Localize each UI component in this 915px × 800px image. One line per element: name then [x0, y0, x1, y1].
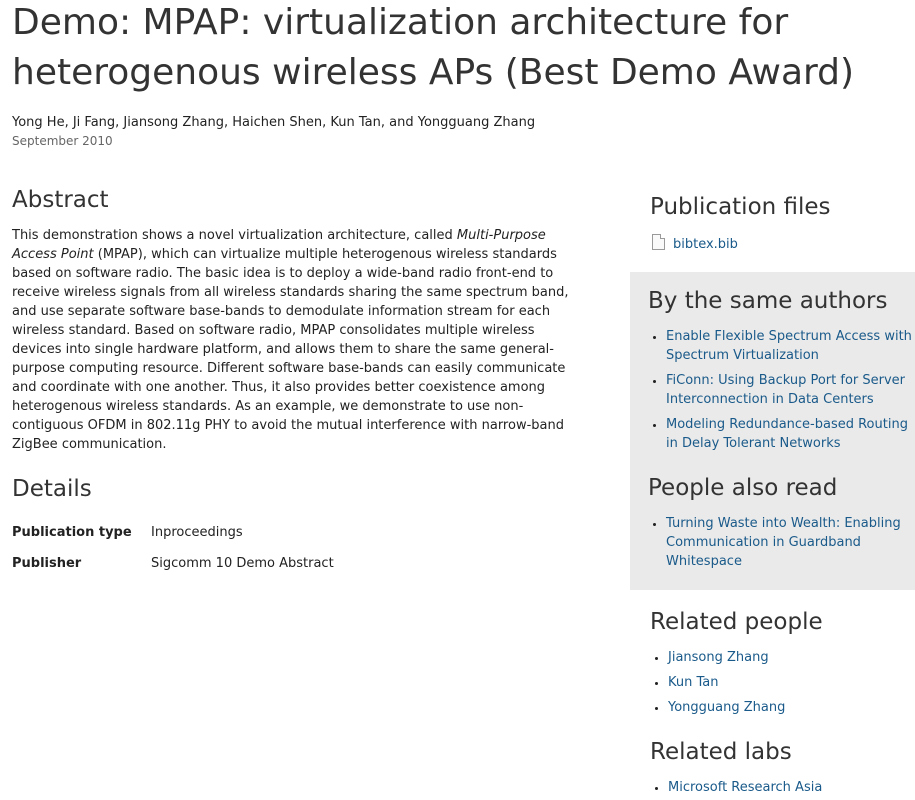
abstract-heading: Abstract: [12, 187, 109, 213]
related-people-list: [650, 648, 908, 717]
related-person-link[interactable]: Yongguang Zhang: [668, 700, 786, 715]
abstract-text: [12, 226, 578, 454]
also-read-heading: People also read: [648, 475, 838, 501]
list-item: [666, 327, 915, 365]
list-item: [666, 415, 915, 453]
details-value: Inproceedings: [151, 525, 243, 540]
bibtex-file-link[interactable]: bibtex.bib: [673, 237, 738, 252]
details-row-publication-type: [12, 517, 334, 548]
abstract-emphasis: Multi-Purpose Access Point: [12, 228, 546, 262]
also-read-list: [648, 514, 915, 571]
also-read-link[interactable]: Turning Waste into Wealth: Enabling Communication in Guardband Whitespace: [666, 516, 901, 569]
document-icon: [652, 234, 665, 250]
related-labs-heading: Related labs: [650, 739, 792, 765]
details-key: Publisher: [12, 556, 82, 571]
publication-file-row: [652, 234, 738, 254]
publication-date: September 2010: [12, 134, 113, 148]
related-labs-list: [650, 778, 908, 797]
related-person-link[interactable]: Jiansong Zhang: [668, 650, 769, 665]
details-key: Publication type: [12, 525, 132, 540]
abstract-text-before: This demonstration shows a novel virtualization architecture, called: [12, 228, 457, 243]
same-authors-link[interactable]: Enable Flexible Spectrum Access with Spectrum Virtualization: [666, 329, 912, 363]
list-item: [666, 371, 915, 409]
list-item: [668, 673, 908, 692]
details-value: Sigcomm 10 Demo Abstract: [151, 556, 334, 571]
related-people-heading: Related people: [650, 609, 823, 635]
related-lab-link[interactable]: Microsoft Research Asia: [668, 780, 823, 795]
details-heading: Details: [12, 476, 92, 502]
list-item: [666, 514, 915, 571]
same-authors-heading: By the same authors: [648, 288, 888, 314]
details-table: [12, 517, 334, 579]
list-item: [668, 698, 908, 717]
same-authors-link[interactable]: FiConn: Using Backup Port for Server Interconnection in Data Centers: [666, 373, 906, 407]
details-row-publisher: [12, 548, 334, 579]
same-authors-list: [648, 327, 915, 453]
author-list: Yong He, Ji Fang, Jiansong Zhang, Haichen Shen, Kun Tan, and Yongguang Zhang: [12, 115, 536, 130]
same-authors-link[interactable]: Modeling Redundance-based Routing in Delay Tolerant Networks: [666, 417, 908, 451]
list-item: [668, 648, 908, 667]
list-item: [668, 778, 908, 797]
abstract-text-after: (MPAP), which can virtualize multiple heterogenous wireless standards based on software radio. The basic idea is to deploy a wide-band radio front-end to receive wireless signals from all wireless standards sharing the same spectrum band, and use separate software base-bands to demodulate information stream for each wireless standard. Based on software radio, MPAP consolidates multiple wireless devices into single hardware platform, and allows them to share the same general-purpose computing resource. Different software base-bands can easily communicate and coordinate with one another. Thus, it also provides better coexistence among heterogenous wireless standards. As an example, we demonstrate to use non-contiguous OFDM in 802.11g PHY to avoid the mutual interference with narrow-band ZigBee communication.: [12, 247, 569, 452]
publication-files-heading: Publication files: [650, 194, 831, 220]
page-title: Demo: MPAP: virtualization architecture for heterogenous wireless APs (Best Demo Award): [12, 2, 855, 93]
related-person-link[interactable]: Kun Tan: [668, 675, 719, 690]
